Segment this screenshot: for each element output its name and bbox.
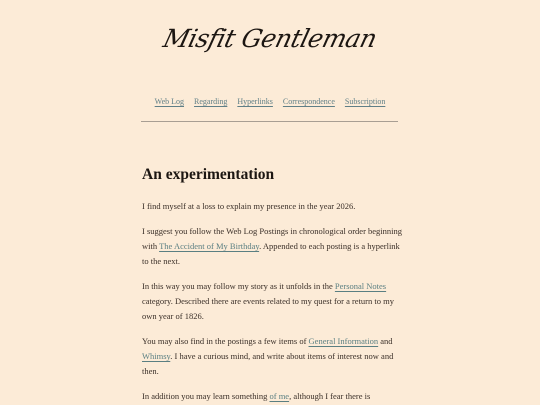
post-text: , although I fear there is [289, 391, 371, 401]
post-text: category. Described there are events related to my quest for a return to my own year of 1826. [142, 296, 394, 321]
post-content [142, 165, 404, 405]
post-paragraph-4 [142, 334, 404, 379]
post-text: I find myself at a loss to explain my presence in the year 2026. [142, 201, 356, 211]
post-text: . I have a curious mind, and write about items of interest now and then. [142, 351, 394, 376]
link-general-information[interactable]: General Information [308, 336, 379, 346]
header-divider [141, 121, 398, 122]
site-logo[interactable]: Misfit Gentleman [160, 24, 380, 53]
nav-correspondence[interactable]: Correspondence [282, 97, 335, 106]
post-text: In this way you may follow my story as it unfolds in the [142, 281, 335, 291]
post-text: and [378, 336, 393, 346]
post-text: I suggest you follow the Web Log Postings in chronological order beginning with [142, 226, 403, 251]
link-accident-of-my-birthday[interactable]: The Accident of My Birthday [159, 241, 260, 251]
link-of-me[interactable]: of me [269, 391, 290, 401]
post-text: In addition you may learn something [142, 391, 270, 401]
nav-web-log[interactable]: Web Log [154, 97, 185, 106]
post-text: You may also find in the postings a few items of [142, 336, 309, 346]
post-paragraph-3 [142, 279, 404, 324]
post-title: An experimentation [142, 166, 275, 183]
post-paragraph-2 [142, 224, 404, 269]
nav-regarding[interactable]: Regarding [194, 97, 228, 106]
nav-subscription[interactable]: Subscription [344, 97, 386, 106]
post-paragraph-5 [142, 389, 404, 404]
post-paragraph-1 [142, 199, 404, 214]
post-text: . Appended to each posting is a hyperlink to the next. [142, 241, 400, 266]
link-whimsy[interactable]: Whimsy [142, 351, 171, 361]
link-personal-notes[interactable]: Personal Notes [334, 281, 387, 291]
nav-hyperlinks[interactable]: Hyperlinks [237, 97, 273, 106]
main-nav [0, 97, 540, 106]
